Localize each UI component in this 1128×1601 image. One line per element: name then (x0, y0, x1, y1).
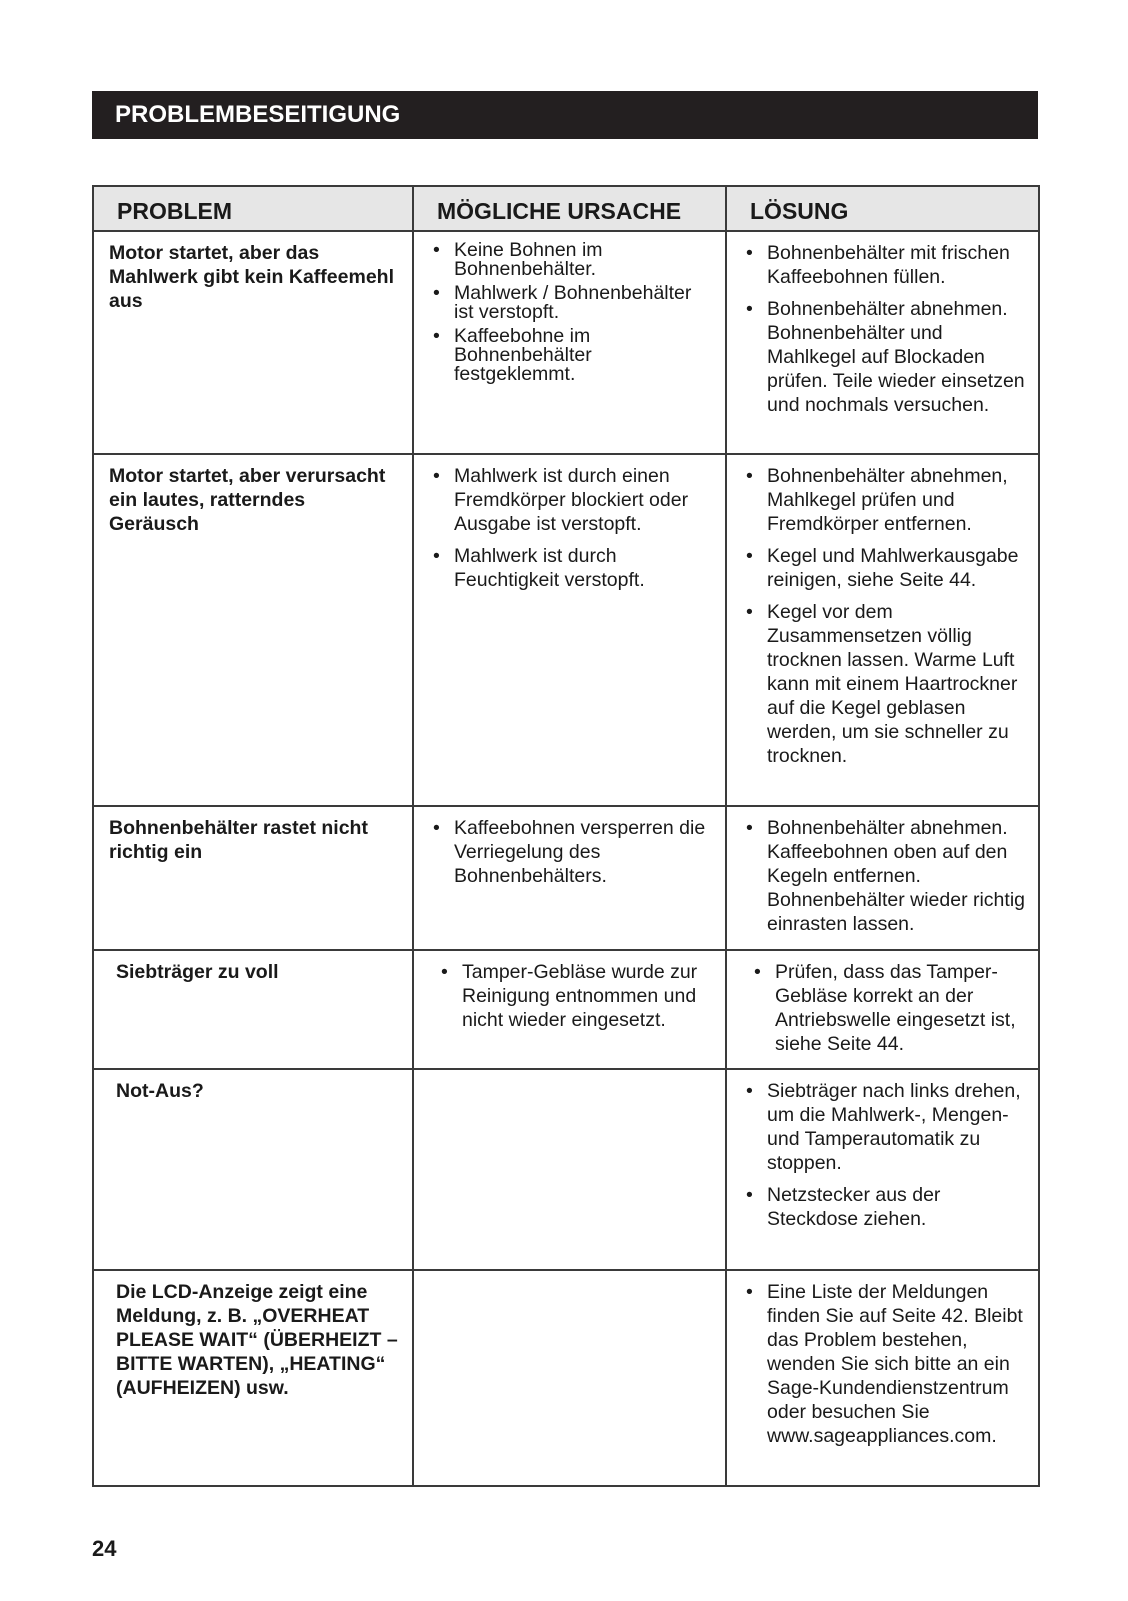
cause-list (429, 960, 713, 1032)
cause-item: • Kaffeebohnen versperren die Verriegelung des Bohnenbehälters. (429, 816, 713, 888)
cause-item: • Mahlwerk / Bohnenbehälter ist verstopft. (429, 284, 713, 322)
cause-item: • Tamper-Gebläse wurde zur Reinigung entnommen und nicht wieder eingesetzt. (429, 960, 713, 1032)
problem-cell: Die LCD-Anzeige zeigt eine Meldung, z. B. „OVERHEAT PLEASE WAIT“ (ÜBERHEIZT – BITTE WARTEN), „HEATING“ (AUFHEIZEN) usw. (93, 1270, 413, 1486)
table-row (93, 454, 1039, 806)
problem-cell: Siebträger zu voll (93, 950, 413, 1069)
problem-cell: Not-Aus? (93, 1069, 413, 1270)
table-row (93, 806, 1039, 950)
solution-cell (726, 1270, 1039, 1486)
page-number: 24 (92, 1536, 117, 1561)
solution-cell (726, 806, 1039, 950)
solution-list (742, 464, 1026, 768)
cause-item: • Keine Bohnen im Bohnenbehälter. (429, 241, 713, 279)
cause-list (429, 816, 713, 888)
table-row (93, 1270, 1039, 1486)
cause-cell (413, 1270, 726, 1486)
troubleshooting-table (92, 185, 1040, 1487)
solution-item: • Bohnenbehälter abnehmen, Mahlkegel prüfen und Fremdkörper entfernen. (742, 464, 1026, 536)
solution-list (742, 816, 1026, 936)
section-title: PROBLEMBESEITIGUNG (92, 91, 1038, 139)
solution-item: • Bohnenbehälter mit frischen Kaffeebohnen füllen. (742, 241, 1026, 289)
cause-item: • Mahlwerk ist durch Feuchtigkeit verstopft. (429, 544, 713, 592)
problem-cell: Motor startet, aber das Mahlwerk gibt kein Kaffeemehl aus (93, 231, 413, 454)
problem-cell: Bohnenbehälter rastet nicht richtig ein (93, 806, 413, 950)
column-header-problem: PROBLEM (93, 186, 413, 231)
cause-cell (413, 950, 726, 1069)
cause-item: • Mahlwerk ist durch einen Fremdkörper blockiert oder Ausgabe ist verstopft. (429, 464, 713, 536)
header-row (93, 186, 1039, 231)
solution-cell (726, 950, 1039, 1069)
solution-item: • Kegel vor dem Zusammensetzen völlig trocknen lassen. Warme Luft kann mit einem Haartrockner auf die Kegel geblasen werden, um sie schneller zu trocknen. (742, 600, 1026, 768)
solution-item: • Prüfen, dass das Tamper-Gebläse korrekt an der Antriebswelle eingesetzt ist, siehe Seite 44. (742, 960, 1026, 1056)
table-row (93, 231, 1039, 454)
cause-cell (413, 1069, 726, 1270)
solution-cell (726, 231, 1039, 454)
cause-cell (413, 806, 726, 950)
solution-cell (726, 454, 1039, 806)
cause-list (429, 464, 713, 592)
cause-cell (413, 454, 726, 806)
solution-list (742, 241, 1026, 417)
table-row (93, 950, 1039, 1069)
solution-list (742, 1280, 1026, 1448)
solution-item: • Kegel und Mahlwerkausgabe reinigen, siehe Seite 44. (742, 544, 1026, 592)
solution-item: • Bohnenbehälter abnehmen. Kaffeebohnen oben auf den Kegeln entfernen. Bohnenbehälter wieder richtig einrasten lassen. (742, 816, 1026, 936)
cause-cell (413, 231, 726, 454)
column-header-solution: LÖSUNG (726, 186, 1039, 231)
solution-item: • Siebträger nach links drehen, um die Mahlwerk-, Mengen- und Tamperautomatik zu stoppen. (742, 1079, 1026, 1175)
solution-item: • Netzstecker aus der Steckdose ziehen. (742, 1183, 1026, 1231)
solution-item: • Eine Liste der Meldungen finden Sie auf Seite 42. Bleibt das Problem bestehen, wenden Sie sich bitte an ein Sage-Kundendienstzentrum oder besuchen Sie www.sageappliances.com. (742, 1280, 1026, 1448)
solution-list (742, 1079, 1026, 1231)
table-row (93, 1069, 1039, 1270)
column-header-cause: MÖGLICHE URSACHE (413, 186, 726, 231)
solution-list (742, 960, 1026, 1056)
cause-list (429, 241, 713, 384)
problem-cell: Motor startet, aber verursacht ein lautes, ratterndes Geräusch (93, 454, 413, 806)
solution-cell (726, 1069, 1039, 1270)
solution-item: • Bohnenbehälter abnehmen. Bohnenbehälter und Mahlkegel auf Blockaden prüfen. Teile wieder einsetzen und nochmals versuchen. (742, 297, 1026, 417)
cause-item: • Kaffeebohne im Bohnenbehälter festgeklemmt. (429, 327, 713, 384)
